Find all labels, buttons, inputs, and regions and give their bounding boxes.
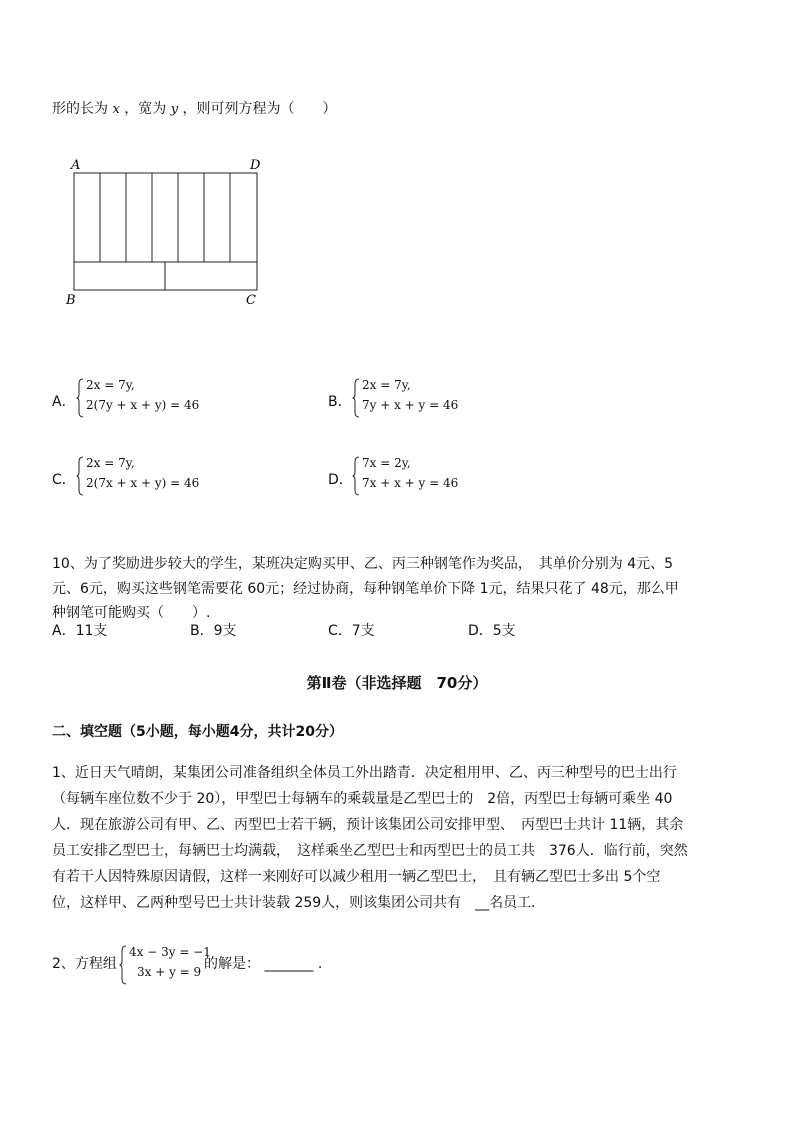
- q9-option-d-label[interactable]: D．: [328, 472, 353, 488]
- q9-intro-a: 形的长为: [52, 101, 108, 117]
- vertex-label-a: A: [71, 158, 81, 173]
- q9-option-b-system[interactable]: [352, 378, 552, 418]
- fill1-line-1: 1、近日天气晴朗，某集团公司准备组织全体员工外出踏青．决定租用甲、乙、丙三种型号的巴士出行: [52, 765, 677, 781]
- q10-option-a[interactable]: A．11支: [52, 623, 108, 639]
- fill2-answer-line: [204, 951, 322, 977]
- q10-option-d[interactable]: D．5支: [468, 623, 516, 639]
- brace-icon: [76, 378, 84, 418]
- q10-option-b[interactable]: B．9支: [190, 623, 237, 639]
- q9-intro-c: ，则可列方程为（ ）: [182, 101, 337, 117]
- q9-option-d-eq2: 7x + x + y = 46: [362, 476, 459, 490]
- fill1-line-2: （每辆车座位数不少于 20），甲型巴士每辆车的乘载量是乙型巴士的 2倍，丙型巴士每辆可乘坐 40: [52, 791, 673, 807]
- q9-option-d-eq1: 7x = 2y,: [362, 456, 411, 470]
- q9-intro: [52, 96, 337, 123]
- fill1-line-6: 位，这样甲、乙两种型号巴士共计装载 259人，则该集团公司共有 __名员工．: [52, 895, 546, 911]
- q9-option-b-label[interactable]: B．: [328, 394, 352, 410]
- q9-option-a-label[interactable]: A．: [52, 394, 76, 410]
- fill2-end: .: [317, 956, 323, 972]
- q9-option-a-eq2: 2(7y + x + y) = 46: [86, 398, 200, 412]
- q10-line-3: 种钢笔可能购买（ ）.: [52, 605, 211, 621]
- section-title: 第Ⅱ卷（非选择题 70分）: [306, 674, 488, 692]
- q10-line-2: 元、6元，购买这些钢笔需要花 60元；经过协商，每种钢笔单价下降 1元，结果只花了 48元，那么甲: [52, 581, 679, 597]
- fill2-suffix: 的解是：: [204, 956, 260, 972]
- fill2-eq1: 4x − 3y = −1: [129, 945, 211, 959]
- brace-icon: [76, 456, 84, 496]
- fill2-answer-blank[interactable]: _______: [264, 956, 314, 972]
- q9-option-b-eq2: 7y + x + y = 46: [362, 398, 459, 412]
- q9-var-x: x: [112, 102, 120, 117]
- q9-option-a-system[interactable]: [76, 378, 276, 418]
- q10-option-c[interactable]: C．7支: [328, 623, 375, 639]
- brace-icon: [352, 456, 360, 496]
- fill2-eq2: 3x + y = 9: [137, 965, 202, 979]
- q9-option-b-eq1: 2x = 7y,: [362, 378, 411, 392]
- section-subtitle: 二、填空题（5小题，每小题4分，共计20分）: [52, 724, 343, 740]
- vertex-label-b: B: [66, 293, 76, 308]
- q9-var-y: y: [170, 102, 179, 117]
- fill2-prefix: 2、方程组: [52, 956, 117, 972]
- rectangle-figure: [60, 150, 280, 310]
- rectangle-diagram: [60, 150, 280, 310]
- fill1-line-5: 有若干人因特殊原因请假，这样一来刚好可以减少租用一辆乙型巴士， 且有辆乙型巴士多出 5个空: [52, 869, 661, 885]
- q9-option-a-eq1: 2x = 7y,: [86, 378, 135, 392]
- fill1-line-3: 人．现在旅游公司有甲、乙、丙型巴士若干辆，预计该集团公司安排甲型、 丙型巴士共计 11辆，其余: [52, 817, 684, 833]
- fill2-equation-system: [119, 945, 209, 985]
- q10-line-1: 10、为了奖励进步较大的学生，某班决定购买甲、乙、丙三种钢笔作为奖品， 其单价分别为 4元、5: [52, 556, 674, 572]
- q9-option-c-eq2: 2(7x + x + y) = 46: [86, 476, 200, 490]
- q9-option-c-system[interactable]: [76, 456, 276, 496]
- q9-option-c-eq1: 2x = 7y,: [86, 456, 135, 470]
- q9-option-d-system[interactable]: [352, 456, 552, 496]
- brace-icon: [119, 945, 127, 985]
- q9-option-c-label[interactable]: C．: [52, 472, 76, 488]
- vertex-label-d: D: [250, 158, 261, 173]
- vertex-label-c: C: [246, 293, 256, 308]
- brace-icon: [352, 378, 360, 418]
- q9-intro-b: ，宽为: [124, 101, 167, 117]
- fill1-line-4: 员工安排乙型巴士，每辆巴士均满载， 这样乘坐乙型巴士和丙型巴士的员工共 376人．临行前，突然: [52, 843, 688, 859]
